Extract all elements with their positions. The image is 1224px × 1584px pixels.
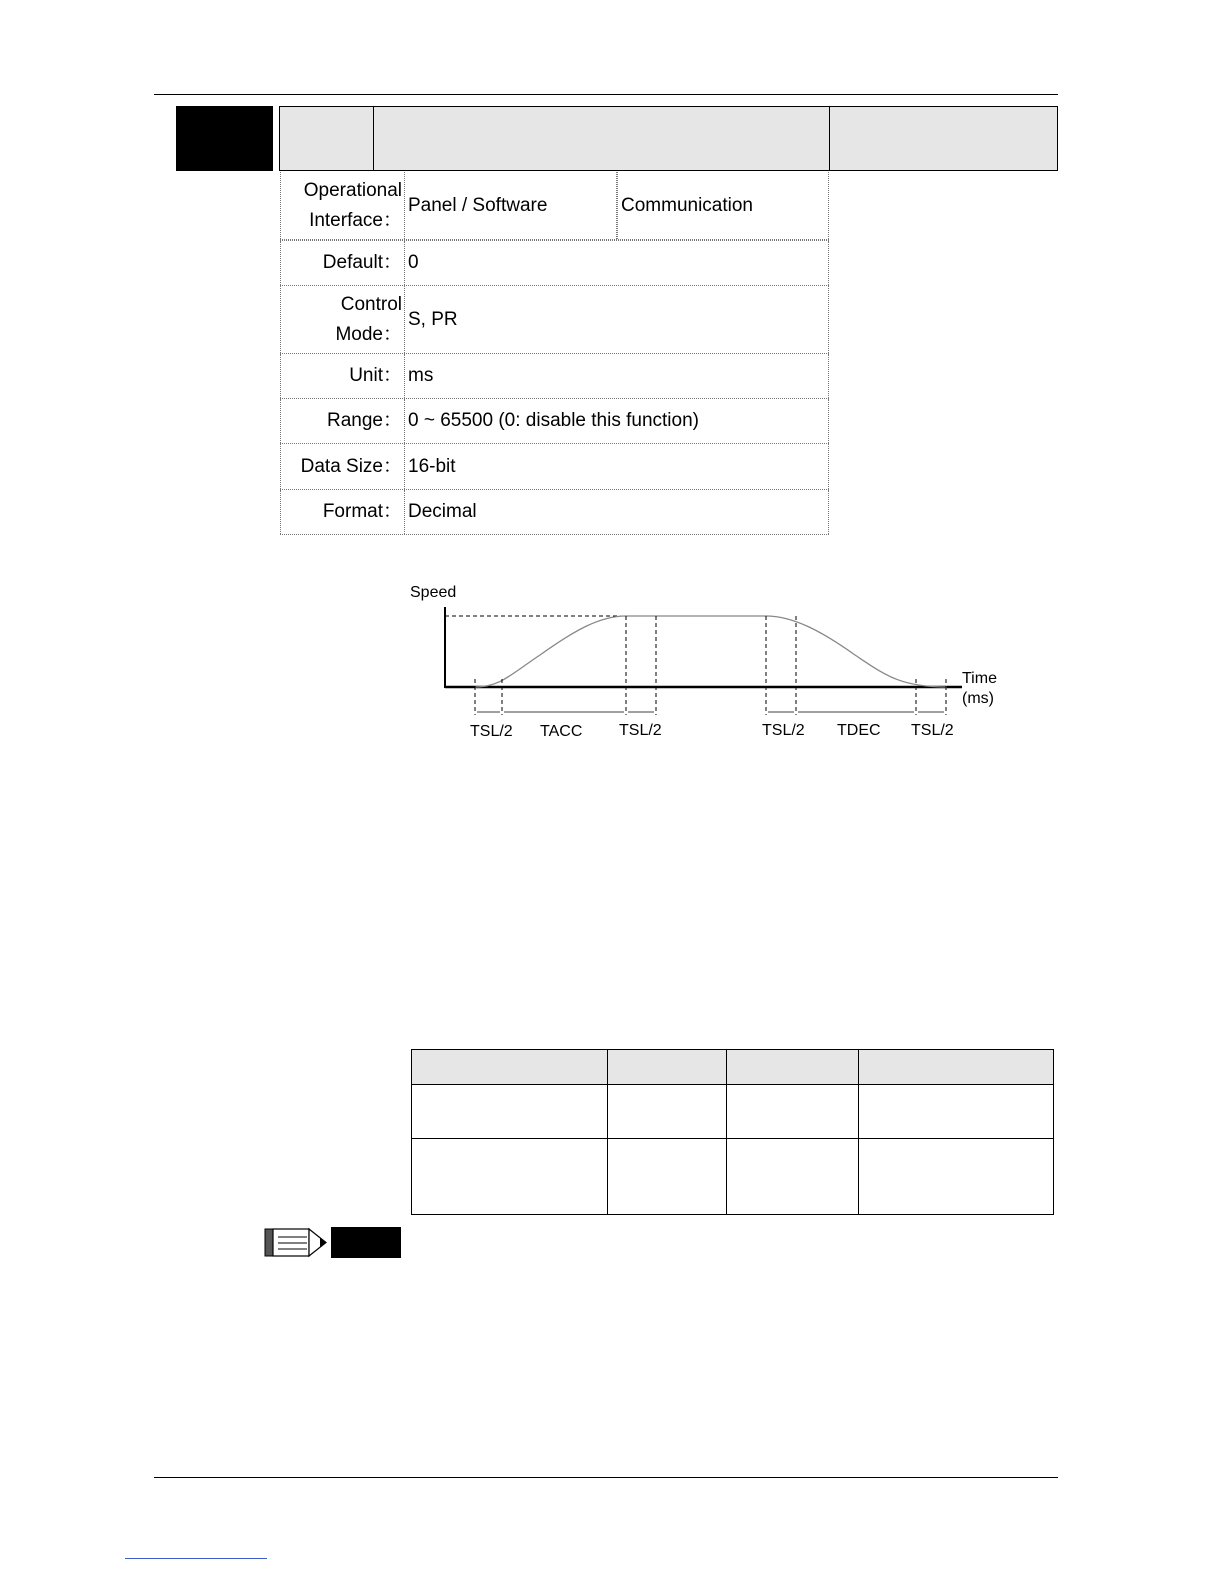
table-cell [412, 1139, 608, 1215]
table-row [412, 1139, 1054, 1215]
attr-row-control-mode [280, 286, 829, 354]
diagram-speed-curve [475, 616, 947, 687]
diagram-markers [475, 616, 946, 715]
attr-row-data-size [280, 444, 829, 490]
attr-value-panel-software: Panel / Software [405, 172, 617, 239]
attr-value-range: 0 ~ 65500 (0: disable this function) [405, 399, 829, 443]
segment-tsl-3: TSL/2 [762, 722, 805, 739]
data-table [411, 1049, 1054, 1215]
attr-row-unit [280, 354, 829, 399]
table-cell [412, 1085, 608, 1139]
attr-value-default: 0 [405, 241, 829, 285]
note-pencil-icon [264, 1227, 328, 1258]
attr-label-control-line1: Control [340, 293, 402, 315]
top-rule [154, 94, 1058, 95]
diagram-y-label: Speed [410, 584, 457, 601]
footer-link-underline[interactable] [125, 1558, 267, 1559]
attr-value-format: Decimal [405, 490, 829, 534]
attr-label-format: Format： [280, 490, 405, 534]
table-header-row [412, 1050, 1054, 1085]
table-cell [608, 1085, 727, 1139]
table-cell [727, 1085, 859, 1139]
attr-row-range [280, 399, 829, 444]
table-header-cell [727, 1050, 859, 1085]
attr-value-unit: ms [405, 354, 829, 398]
table-header-cell [412, 1050, 608, 1085]
header-cell-address [830, 107, 1057, 170]
header-cell-name [374, 107, 830, 170]
segment-tacc: TACC [540, 723, 583, 740]
table-cell [608, 1139, 727, 1215]
diagram-x-label-line1: Time [962, 670, 997, 687]
parameter-header-bar [279, 106, 1058, 171]
segment-tdec: TDEC [837, 722, 881, 739]
table-header-cell [608, 1050, 727, 1085]
attr-row-default [280, 240, 829, 286]
attr-row-format [280, 490, 829, 535]
attr-value-control-mode: S, PR [405, 286, 829, 353]
parameter-tab-block [176, 106, 273, 171]
attr-label-default: Default： [280, 241, 405, 285]
note-label-block [331, 1227, 401, 1258]
segment-tsl-1: TSL/2 [470, 723, 513, 740]
attr-label-unit: Unit： [280, 354, 405, 398]
attr-label-data-size: Data Size： [280, 444, 405, 489]
s-curve-speed-diagram [400, 575, 1020, 750]
table-cell [859, 1139, 1054, 1215]
attr-label-interface [280, 172, 405, 239]
table-row [412, 1085, 1054, 1139]
table-cell [859, 1085, 1054, 1139]
attr-row-interface [280, 172, 829, 240]
attr-label-range: Range： [280, 399, 405, 443]
attr-label-control-mode [280, 286, 405, 353]
segment-tsl-4: TSL/2 [911, 722, 954, 739]
diagram-x-label-line2: (ms) [962, 690, 994, 707]
header-cell-code [280, 107, 374, 170]
attr-label-control-line2: Mode： [335, 323, 402, 345]
bottom-rule [154, 1477, 1058, 1478]
attr-value-data-size: 16-bit [405, 444, 829, 489]
segment-tsl-2: TSL/2 [619, 722, 662, 739]
attr-label-interface-line2: Interface： [309, 209, 402, 231]
attr-value-communication: Communication [617, 172, 829, 239]
attr-label-interface-line1: Operational [303, 179, 402, 201]
table-cell [727, 1139, 859, 1215]
table-header-cell [859, 1050, 1054, 1085]
